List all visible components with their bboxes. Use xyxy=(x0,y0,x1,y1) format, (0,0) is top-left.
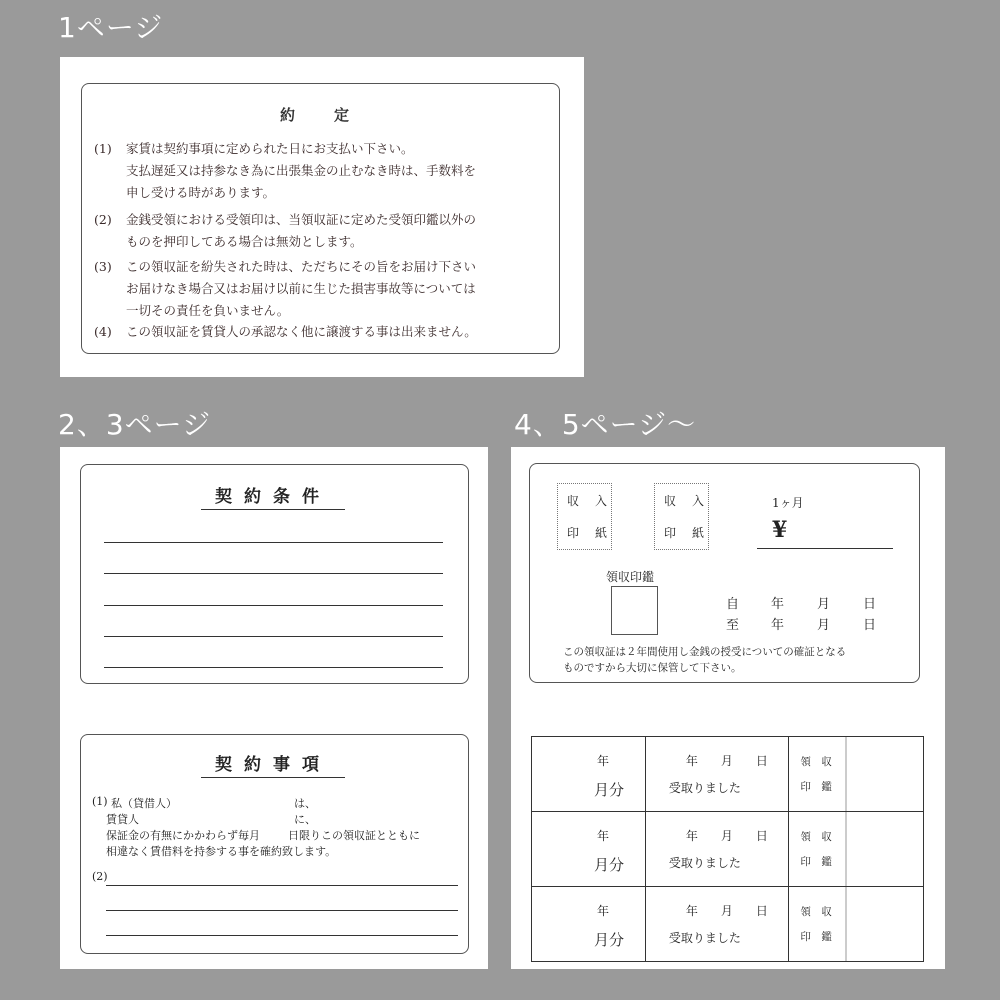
period-cell xyxy=(532,737,646,812)
received-text: 受取りました xyxy=(668,781,741,795)
item1-line: 相違なく賃借料を持参する事を確約致します。 xyxy=(106,845,337,858)
contract-conditions-frame xyxy=(80,464,469,684)
blank-line xyxy=(104,605,443,606)
seal-cell xyxy=(789,812,924,887)
received-text: 受取りました xyxy=(668,856,741,870)
table-row xyxy=(532,812,924,887)
seal-label-bottom: 印 鑑 xyxy=(800,931,832,943)
blank-line xyxy=(104,573,443,574)
period-cell xyxy=(532,812,646,887)
clause-line: 申し受ける時があります。 xyxy=(126,185,276,200)
note-line: ものですから大切に保管して下さい。 xyxy=(563,662,742,674)
item1-number: (1) xyxy=(92,795,108,808)
to-month: 月 xyxy=(817,618,831,633)
clause-2 xyxy=(94,209,547,253)
clause-3 xyxy=(94,256,547,322)
date-month: 月 xyxy=(720,754,733,768)
clause-number: (1) xyxy=(94,141,112,156)
contract-conditions-title: 契約条件 xyxy=(201,482,345,510)
seal-label-top: 領 収 xyxy=(800,831,832,843)
stamp-label: 印 紙 xyxy=(664,526,707,540)
clause-line: ものを押印してある場合は無効とします。 xyxy=(126,234,363,249)
seal-label-bottom: 印 鑑 xyxy=(800,781,832,793)
page1-label: 1ページ xyxy=(58,11,164,44)
blank-line xyxy=(106,885,458,886)
seal-label: 領収印鑑 xyxy=(606,570,655,584)
from-day: 日 xyxy=(863,597,877,612)
date-month: 月 xyxy=(720,829,733,843)
clause-line: 一切その責任を負いません。 xyxy=(126,303,290,318)
clause-line: お届けなき場合又はお届け以前に生じた損害事故等については xyxy=(126,281,476,296)
blank-line xyxy=(104,542,443,543)
seal-box xyxy=(611,586,658,635)
page45-label: 4、5ページ～ xyxy=(514,408,697,441)
seal-cell xyxy=(789,737,924,812)
date-year: 年 xyxy=(685,829,698,843)
table-row xyxy=(532,737,924,812)
month-label: 月分 xyxy=(594,781,625,799)
contract-items-title: 契約事項 xyxy=(201,750,345,778)
clause-line: この領収証を賃貸人の承認なく他に譲渡する事は出来ません。 xyxy=(126,324,477,339)
yen-sign: ¥ xyxy=(772,517,788,543)
seal-label-top: 領 収 xyxy=(800,906,832,918)
seal-label-top: 領 収 xyxy=(800,756,832,768)
clause-number: (2) xyxy=(94,212,112,227)
year-label: 年 xyxy=(597,754,610,768)
date-day: 日 xyxy=(755,829,768,843)
blank-line xyxy=(106,935,458,936)
monthly-receipt-table xyxy=(531,736,924,962)
to-era: 至 xyxy=(726,618,740,633)
clause-number: (3) xyxy=(94,259,112,274)
receipt-card xyxy=(529,463,920,683)
from-month: 月 xyxy=(817,597,831,612)
page1-frame xyxy=(81,83,560,354)
received-cell xyxy=(645,812,789,887)
table-row xyxy=(532,887,924,962)
date-day: 日 xyxy=(755,904,768,918)
seal-cell xyxy=(789,887,924,962)
months-label: 1ヶ月 xyxy=(772,496,804,510)
to-year: 年 xyxy=(771,618,785,633)
clause-number: (4) xyxy=(94,324,112,339)
contract-items-frame xyxy=(80,734,469,954)
item1-line: 賃貸人 xyxy=(106,813,139,826)
month-label: 月分 xyxy=(594,931,625,949)
received-text: 受取りました xyxy=(668,931,741,945)
stamp-label: 収 入 xyxy=(567,494,610,508)
revenue-stamp-box-2 xyxy=(654,483,709,550)
page23-label: 2、3ページ xyxy=(58,408,212,441)
revenue-stamp-box-1 xyxy=(557,483,612,550)
clause-line: 支払遅延又は持参なき為に出張集金の止むなき時は、手数料を xyxy=(126,163,477,178)
page1-title: 約 定 xyxy=(279,106,361,124)
date-year: 年 xyxy=(685,904,698,918)
clause-line: この領収証を紛失された時は、ただちにその旨をお届け下さい xyxy=(126,259,477,274)
item1-line: 保証金の有無にかかわらず毎月 xyxy=(106,829,260,842)
clause-4 xyxy=(94,321,547,343)
stamp-label: 収 入 xyxy=(664,494,707,508)
period-cell xyxy=(532,887,646,962)
stamp-label: 印 紙 xyxy=(567,526,610,540)
page23-sheet xyxy=(60,447,488,969)
item1-line-suffix: 日限りこの領収証とともに xyxy=(288,829,420,842)
to-day: 日 xyxy=(863,618,877,633)
amount-line xyxy=(757,548,893,549)
item1-line: 私（貸借人） xyxy=(111,797,177,810)
month-label: 月分 xyxy=(594,856,625,874)
clause-line: 金銭受領における受領印は、当領収証に定めた受領印鑑以外の xyxy=(126,212,477,227)
year-label: 年 xyxy=(597,904,610,918)
blank-line xyxy=(104,667,443,668)
date-month: 月 xyxy=(720,904,733,918)
clause-1 xyxy=(94,138,547,204)
seal-label-bottom: 印 鑑 xyxy=(800,856,832,868)
clause-line: 家賃は契約事項に定められた日にお支払い下さい。 xyxy=(126,141,414,156)
received-cell xyxy=(645,737,789,812)
page45-sheet xyxy=(511,447,945,969)
page1-sheet xyxy=(60,57,584,377)
received-cell xyxy=(645,887,789,962)
item1-line-suffix: は、 xyxy=(294,797,316,810)
date-day: 日 xyxy=(755,754,768,768)
date-year: 年 xyxy=(685,754,698,768)
blank-line xyxy=(104,636,443,637)
note-line: この領収証は２年間使用し金銭の授受についての確証となる xyxy=(563,646,847,658)
year-label: 年 xyxy=(597,829,610,843)
from-era: 自 xyxy=(726,597,740,612)
item1-line-suffix: に、 xyxy=(294,813,316,826)
from-year: 年 xyxy=(771,597,785,612)
blank-line xyxy=(106,910,458,911)
item2-number: (2) xyxy=(92,870,108,883)
